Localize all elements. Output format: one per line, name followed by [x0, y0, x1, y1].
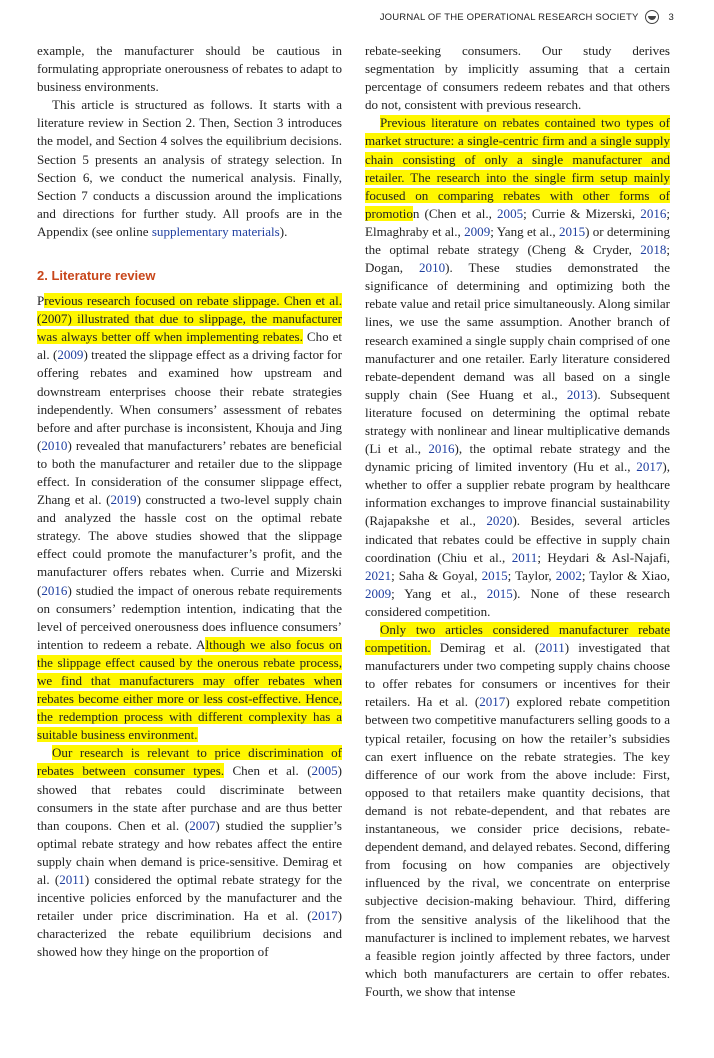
citation-link[interactable]: 2019	[110, 492, 137, 508]
right-column	[365, 42, 670, 1001]
citation-link[interactable]: 2015	[486, 585, 513, 601]
citation-link[interactable]: 2016	[41, 582, 68, 598]
citation-link[interactable]: 2009	[57, 347, 84, 363]
highlight: lthough we also focus on the slippage effect caused by the onerous rebate process, we find that manufacturers may offer rebates when rebates become either more or less cost-effective. Hence, the redemption process with different complexity has a suitable business environment.	[37, 636, 343, 743]
citation-link[interactable]: 2010	[419, 260, 446, 276]
running-header	[380, 10, 674, 24]
left-column	[37, 42, 342, 962]
journal-name: JOURNAL OF THE OPERATIONAL RESEARCH SOCIETY	[379, 11, 639, 23]
citation-link[interactable]: 2015	[481, 567, 508, 583]
citation-link[interactable]: 2009	[365, 585, 392, 601]
citation-link[interactable]: 2021	[365, 567, 392, 583]
citation-link[interactable]: 2017	[636, 459, 663, 475]
publisher-logo-icon	[645, 10, 659, 24]
citation-link[interactable]: 2013	[566, 386, 593, 402]
highlight: Previous literature on rebates contained two types of market structure: a single-centric firm and a single supply chain consisting of only a single manufacturer and retailer. The research into the single firm setup mainly focused on comparing rebates with other forms of promotio	[365, 115, 670, 221]
paragraph: Previous literature on rebates contained two types of market structure: a single-centric firm and a single supply chain consisting of only a single manufacturer and retailer. The research into the single firm setup mainly focused on comparing rebates with other forms of promotion (Chen et al., 2005; Currie & Mizerski, 2016; Elmaghraby et al., 2009; Yang et al., 2015) or determining the optimal rebate strategy (Cheng & Cryder, 2018; Dogan, 2010). These studies demonstrated the significance of determining and optimizing both the rebate value and retail price simultaneously. Along similar lines, we use the same assumption. Another branch of research examined a single supply chain comprised of one manufacturer and one retailer. Early literature considered rebate-dependent demand was all based on a single supply chain (See Huang et al., 2013). Subsequent literature focused on determining the optimal rebate strategy with nonlinear and linear multiplicative demands (Li et al., 2016), the optimal rebate strategy and the dynamic pricing of limited inventory (Hu et al., 2017), whether to offer a supplier rebate program by healthcare information exchanges to improve financial sustainability (Rajapakshe et al., 2020). Besides, several articles indicated that rebates could be effective in supply chain coordination (Chiu et al., 2011; Heydari & Asl-Najafi, 2021; Saha & Goyal, 2015; Taylor, 2002; Taylor & Xiao, 2009; Yang et al., 2015). None of these research considered competition.	[365, 115, 671, 619]
citation-link[interactable]: 2009	[464, 223, 491, 239]
supplementary-link[interactable]: supplementary materials	[151, 223, 280, 239]
paragraph: example, the manufacturer should be cautious in formulating appropriate onerousness of rebates to adapt to business environments.	[37, 43, 342, 95]
paragraph: Previous research focused on rebate slippage. Chen et al. (2007) illustrated that due to slippage, the manufacturer was always better off when implementing rebates. Cho et al. (2009) treated the slippage effect as a driving factor for offering rebates and examined how upstream and downstream enterprises choose their rebate strategies independently. When consumers’ assessment of rebates before and after purchase is inconsistent, Khouja and Jing (2010) revealed that manufacturers’ rebates are beneficial to both the manufacturer and retailer due to the slippage effect. In consideration of the consumer slippage effect, Zhang et al. (2019) constructed a two-level supply chain and analyzed the hassle cost on the optimal rebate strategy. The above studies showed that the slippage effect could promote the manufacturer’s profit, and the manufacturer offers rebates when. Currie and Mizerski (2016) studied the impact of onerous rebate requirements on consumers’ redemption intention, indicating that the level of perceived onerousness does influence consumers’ intention to redeem a rebate. Although we also focus on the slippage effect caused by the onerous rebate process, we find that manufacturers may offer rebates when rebates become either more or less cost-effective. Hence, the redemption process with different complexity has a suitable business environment.	[37, 293, 343, 743]
paragraph: rebate-seeking consumers. Our study derives segmentation by implicitly assuming that a certain percentage of consumers redeem rebates and that others do not, consistent with previous research.	[365, 43, 670, 113]
citation-link[interactable]: 2011	[539, 640, 565, 656]
highlight: Only two articles considered manufacturer rebate competition.	[365, 622, 670, 656]
citation-link[interactable]: 2002	[555, 567, 582, 583]
citation-link[interactable]: 2011	[511, 549, 538, 565]
section-heading: 2. Literature review	[37, 268, 156, 284]
highlight: Our research is relevant to price discrimination of rebates between consumer types.	[37, 745, 342, 779]
citation-link[interactable]: 2007	[189, 817, 216, 833]
paragraph: Our research is relevant to price discrimination of rebates between consumer types. Chen et al. (2005) showed that rebates could discriminate between consumers in the state after purchase and are thus better than coupons. Chen et al. (2007) studied the supplier’s optimal rebate strategy and how rebates affect the entire supply chain when demand is price-sensitive. Demirag et al. (2011) considered the optimal rebate strategy for the incentive policies enforced by the manufacturer and the retailer under price discrimination. Ha et al. (2017) characterized the rebate equilibrium decisions and showed how they hinge on the proportion of	[37, 745, 342, 960]
paragraph: This article is structured as follows. It starts with a literature review in Section 2. Then, Section 3 introduces the model, and Section 4 solves the equilibrium decisions. Section 5 presents an analysis of strategy selection. In Section 6, we conduct the numerical analysis. Finally, Section 7 conducts a discussion around the implications and directions for further study. All proofs are in the Appendix (see online supplementary materials).	[37, 97, 342, 239]
citation-link[interactable]: 2016	[428, 441, 455, 457]
citation-link[interactable]: 2015	[559, 223, 586, 239]
paragraph: Only two articles considered manufacturer rebate competition. Demirag et al. (2011) investigated that manufacturers under two competing supply chains choose to offer rebates for consumers or incentives for their retailers. Ha et al. (2017) explored rebate competition between two competitive manufacturers selling goods to a typical retailer, focusing on how the retailer’s subsidies can exert influence on the rebate strategies. The key difference of our work from the above include: First, opposed to that retailers make quantity decisions, that demand is not rebate-dependent, and that rebates are instantaneous, we consider price decisions, rebate-dependent demand, and delayed rebates. Second, differing from focusing on how companies are objectively influenced by the rival, we concentrate on enterprise subjective decision-making behaviour. Third, differing from the sensitive analysis of the likelihood that the manufacturer is inclined to implement rebates, we harvest a feasible region jointly affected by three factors, under which both manufacturers are certain to offer rebates. Fourth, we show that intense	[365, 622, 670, 999]
citation-link[interactable]: 2020	[486, 513, 513, 529]
citation-link[interactable]: 2017	[479, 694, 506, 710]
citation-link[interactable]: 2010	[41, 437, 68, 453]
page-number: 3	[668, 11, 674, 23]
citation-link[interactable]: 2005	[311, 763, 338, 779]
citation-link[interactable]: 2017	[311, 908, 338, 924]
citation-link[interactable]: 2005	[497, 205, 524, 221]
citation-link[interactable]: 2016	[640, 205, 667, 221]
citation-link[interactable]: 2018	[640, 242, 667, 258]
highlight: revious research focused on rebate slippage. Chen et al. (2007) illustrated that due to slippage, the manufacturer was always better off when implementing rebates.	[37, 293, 342, 345]
citation-link[interactable]: 2011	[59, 872, 85, 888]
